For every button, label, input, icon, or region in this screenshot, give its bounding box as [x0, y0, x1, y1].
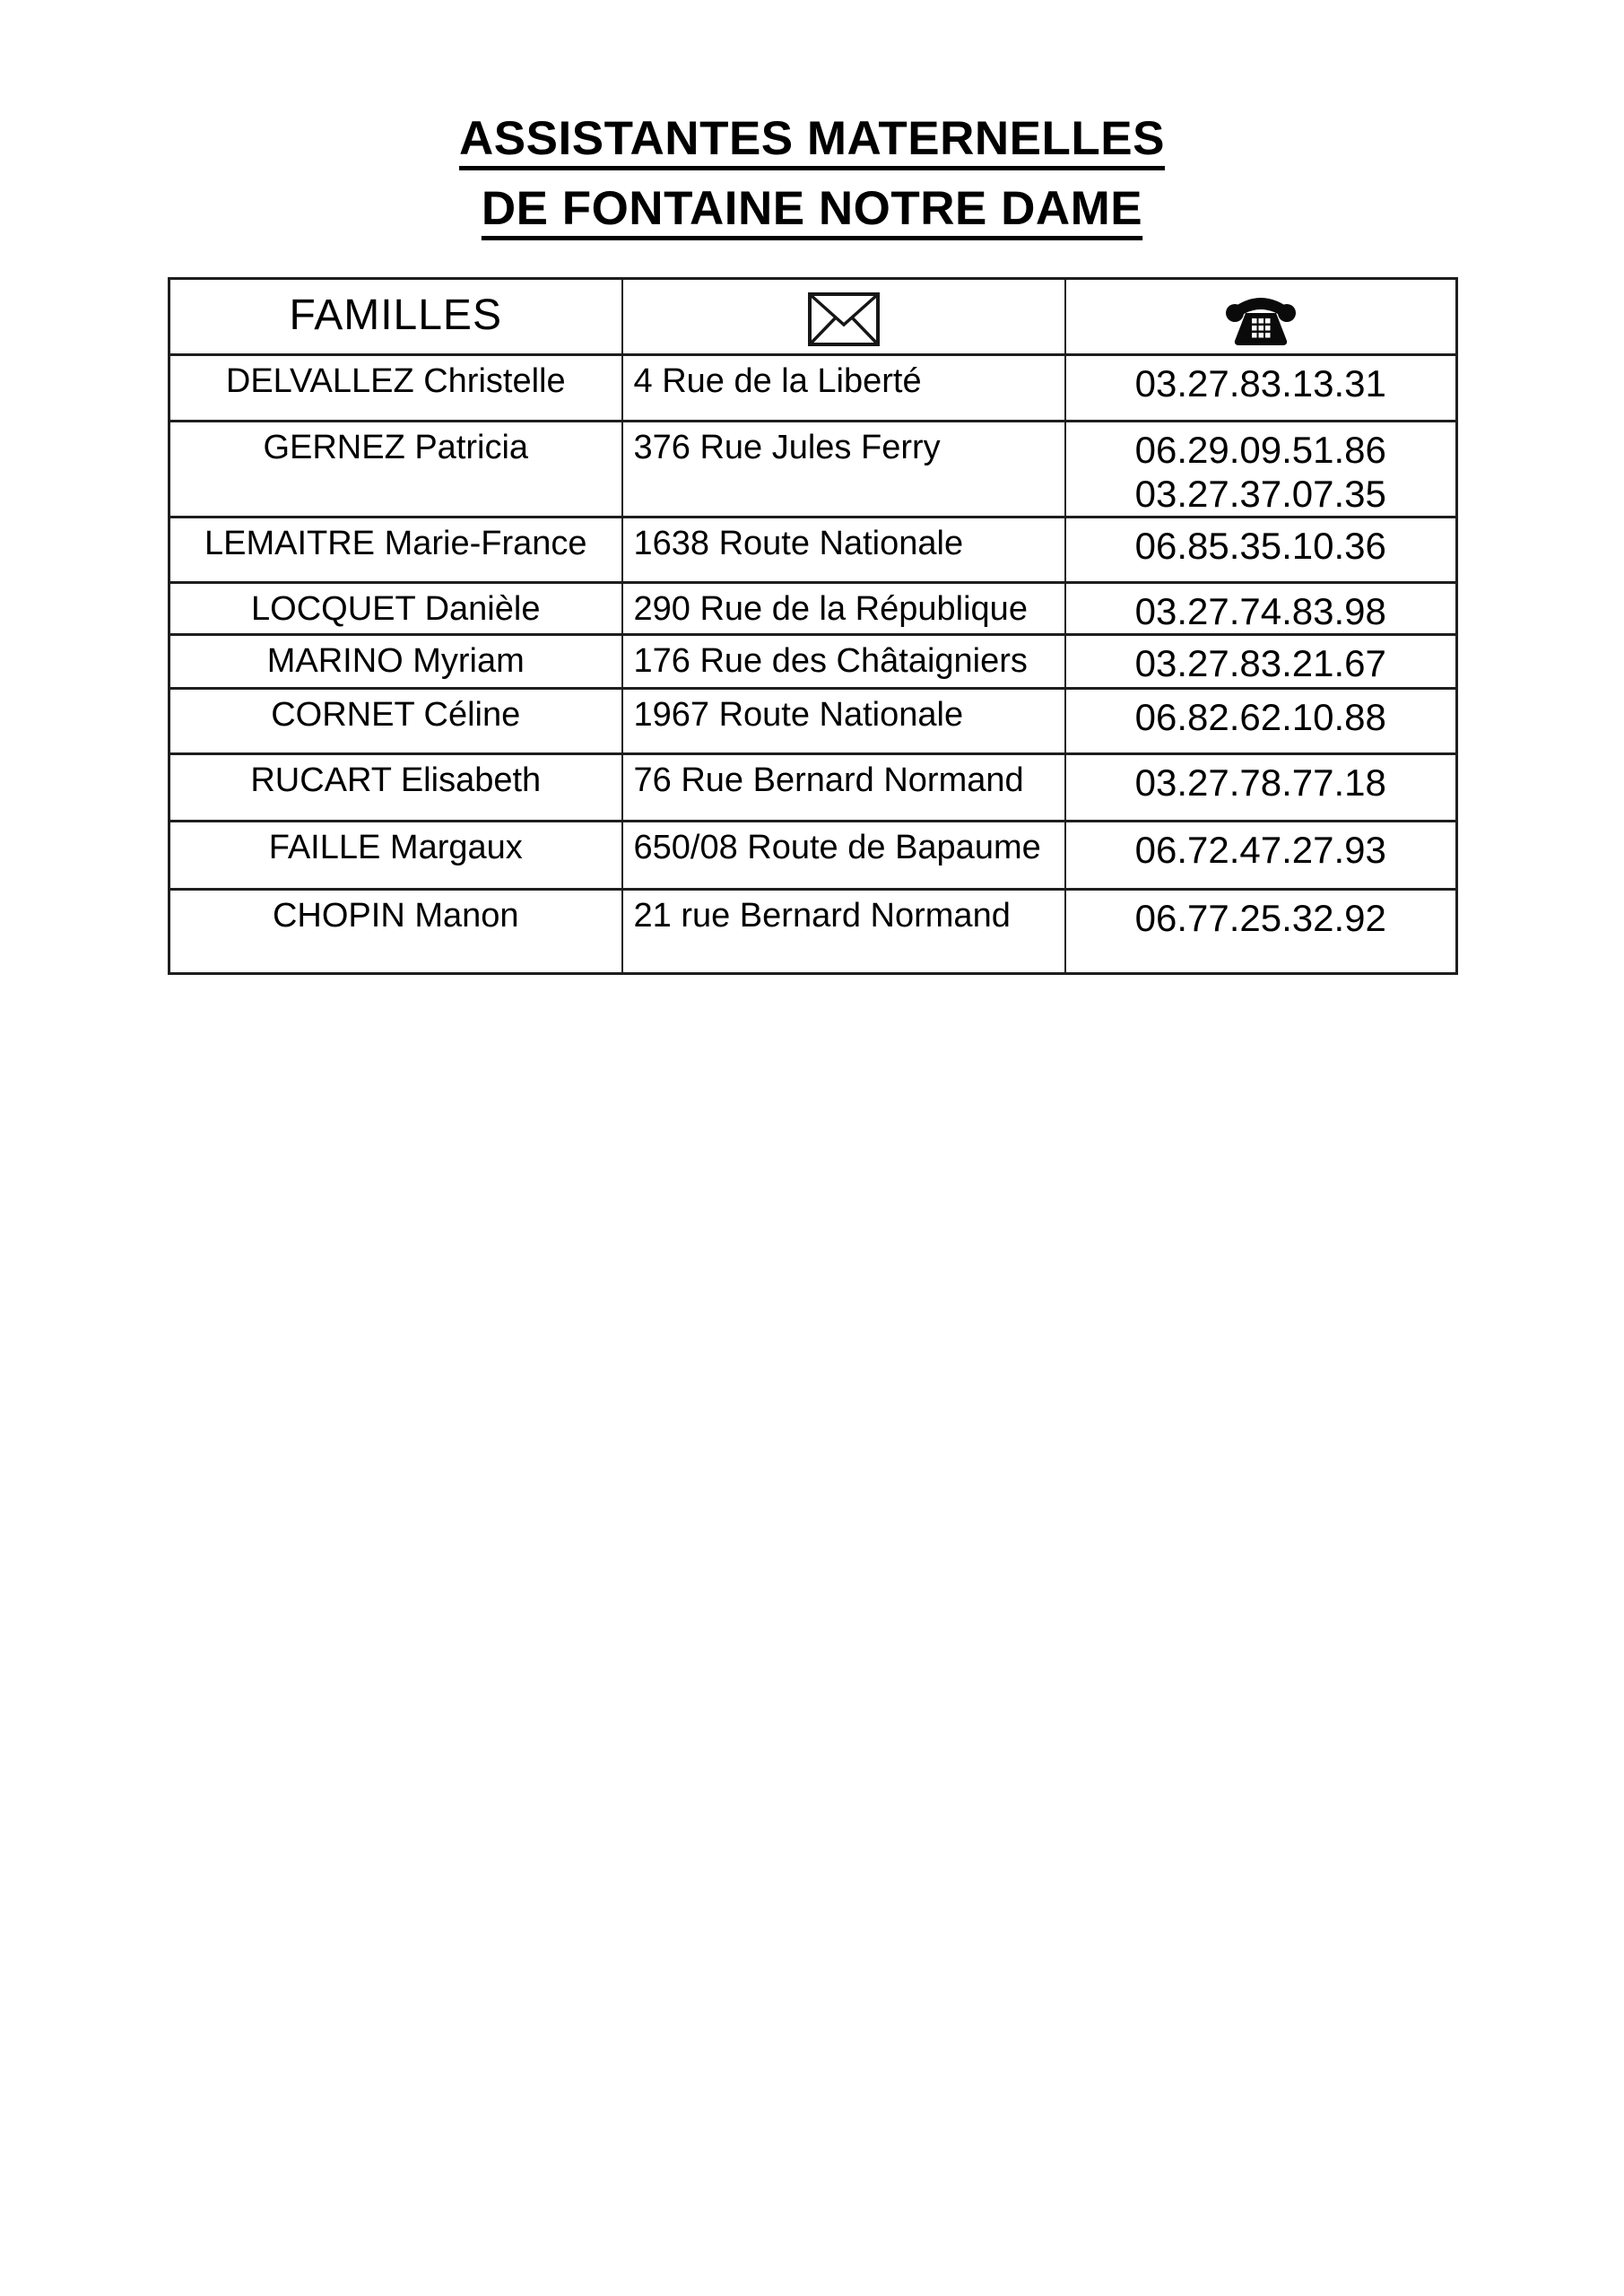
phone-column-header	[1065, 279, 1457, 355]
phone-number: 06.85.35.10.36	[1134, 525, 1386, 567]
address-cell: 76 Rue Bernard Normand	[622, 754, 1065, 822]
family-name-cell: CORNET Céline	[169, 689, 622, 754]
page-title-line-1: ASSISTANTES MATERNELLES	[459, 112, 1165, 165]
address-cell: 176 Rue des Châtaigniers	[622, 635, 1065, 689]
families-directory-table	[168, 277, 1458, 975]
address-column-header	[622, 279, 1065, 355]
family-name-cell: LEMAITRE Marie-France	[169, 517, 622, 583]
table-row	[169, 689, 1457, 754]
phone-number: 06.29.09.51.86	[1134, 429, 1386, 471]
phone-number: 03.27.37.07.35	[1134, 473, 1386, 515]
family-name-cell: CHOPIN Manon	[169, 890, 622, 974]
address-cell: 376 Rue Jules Ferry	[622, 422, 1065, 517]
address-cell: 1638 Route Nationale	[622, 517, 1065, 583]
table-row	[169, 890, 1457, 974]
families-table-body	[169, 355, 1457, 974]
phone-number: 03.27.78.77.18	[1134, 761, 1386, 804]
table-row	[169, 822, 1457, 890]
table-row	[169, 635, 1457, 689]
table-row	[169, 355, 1457, 422]
table-row	[169, 517, 1457, 583]
phone-cell	[1065, 890, 1457, 974]
page-title-line-2: DE FONTAINE NOTRE DAME	[481, 182, 1143, 235]
phone-number: 06.82.62.10.88	[1134, 696, 1386, 738]
phone-number: 03.27.83.21.67	[1134, 642, 1386, 684]
family-name-cell: GERNEZ Patricia	[169, 422, 622, 517]
table-row	[169, 583, 1457, 635]
telephone-icon	[1225, 337, 1297, 352]
table-row	[169, 422, 1457, 517]
family-name-cell: DELVALLEZ Christelle	[169, 355, 622, 422]
family-name-cell: FAILLE Margaux	[169, 822, 622, 890]
phone-cell	[1065, 635, 1457, 689]
phone-number: 06.77.25.32.92	[1134, 897, 1386, 939]
phone-cell	[1065, 689, 1457, 754]
phone-cell	[1065, 355, 1457, 422]
phone-cell	[1065, 822, 1457, 890]
address-cell: 4 Rue de la Liberté	[622, 355, 1065, 422]
table-header-row	[169, 279, 1457, 355]
phone-cell	[1065, 422, 1457, 517]
address-cell: 1967 Route Nationale	[622, 689, 1065, 754]
family-name-cell: LOCQUET Danièle	[169, 583, 622, 635]
page-title	[0, 0, 1624, 244]
phone-number: 03.27.74.83.98	[1134, 590, 1386, 632]
address-cell: 290 Rue de la République	[622, 583, 1065, 635]
table-row	[169, 754, 1457, 822]
phone-cell	[1065, 517, 1457, 583]
family-name-cell: MARINO Myriam	[169, 635, 622, 689]
envelope-icon	[807, 335, 881, 351]
phone-cell	[1065, 754, 1457, 822]
address-cell: 21 rue Bernard Normand	[622, 890, 1065, 974]
family-name-cell: RUCART Elisabeth	[169, 754, 622, 822]
phone-number: 03.27.83.13.31	[1134, 362, 1386, 404]
phone-number: 06.72.47.27.93	[1134, 829, 1386, 871]
phone-cell	[1065, 583, 1457, 635]
families-column-header: FAMILLES	[169, 279, 622, 355]
address-cell: 650/08 Route de Bapaume	[622, 822, 1065, 890]
